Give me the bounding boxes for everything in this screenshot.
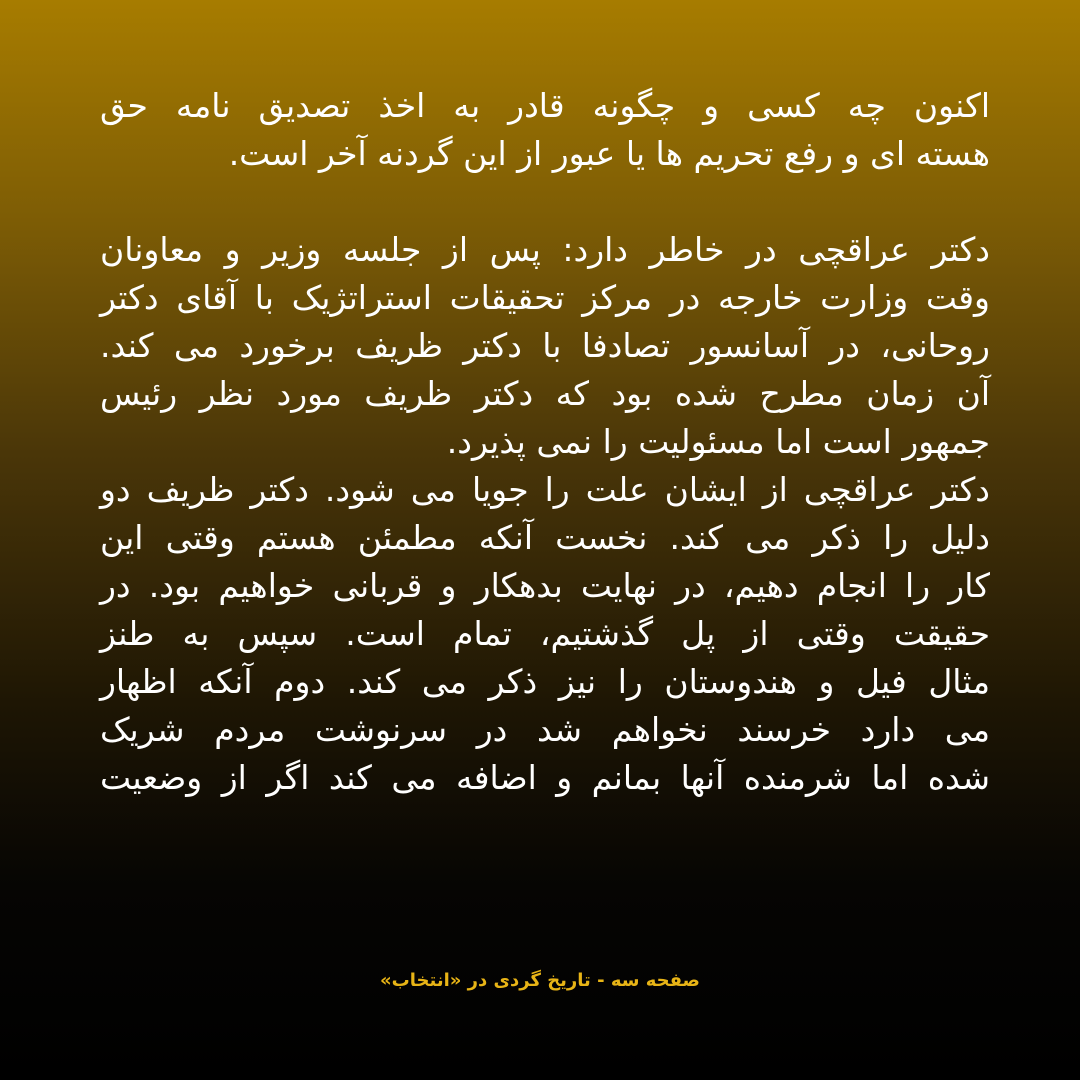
text-line: کار را انجام دهیم، در نهایت بدهکار و قربانی خواهیم بود. در — [100, 566, 990, 605]
text-line: هسته ای و رفع تحریم ها یا عبور از این گردنه آخر است. — [228, 134, 990, 173]
paragraph-3 — [100, 466, 990, 802]
text-line: شده اما شرمنده آنها بمانم و اضافه می کند اگر از وضعیت — [100, 758, 990, 797]
text-line: آن زمان مطرح شده بود که دکتر ظریف مورد نظر رئیس — [100, 374, 990, 413]
page-footer: صفحه سه - تاریخ گردی در «انتخاب» — [380, 970, 700, 991]
text-line: روحانی، در آسانسور تصادفا با دکتر ظریف برخورد می کند. — [100, 326, 990, 365]
paragraph-1 — [100, 82, 990, 178]
text-line: دکتر عراقچی در خاطر دارد: پس از جلسه وزیر و معاونان — [100, 230, 990, 269]
paragraph-2 — [100, 226, 990, 466]
text-line: دلیل را ذکر می کند. نخست آنکه مطمئن هستم وقتی این — [100, 518, 990, 557]
text-line: حقیقت وقتی از پل گذشتیم، تمام است. سپس به طنز — [100, 614, 990, 653]
text-line: دکتر عراقچی از ایشان علت را جویا می شود. دکتر ظریف دو — [100, 470, 990, 509]
text-line: وقت وزارت خارجه در مرکز تحقیقات استراتژیک با آقای دکتر — [100, 278, 990, 317]
text-line: اکنون چه کسی و چگونه قادر به اخذ تصدیق نامه حق — [100, 86, 990, 125]
text-line: می دارد خرسند نخواهم شد در سرنوشت مردم شریک — [100, 710, 990, 749]
text-line: مثال فیل و هندوستان را نیز ذکر می کند. دوم آنکه اظهار — [100, 662, 990, 701]
article-text — [100, 82, 990, 802]
text-line: جمهور است اما مسئولیت را نمی پذیرد. — [446, 422, 990, 461]
paragraph-gap — [100, 178, 990, 226]
